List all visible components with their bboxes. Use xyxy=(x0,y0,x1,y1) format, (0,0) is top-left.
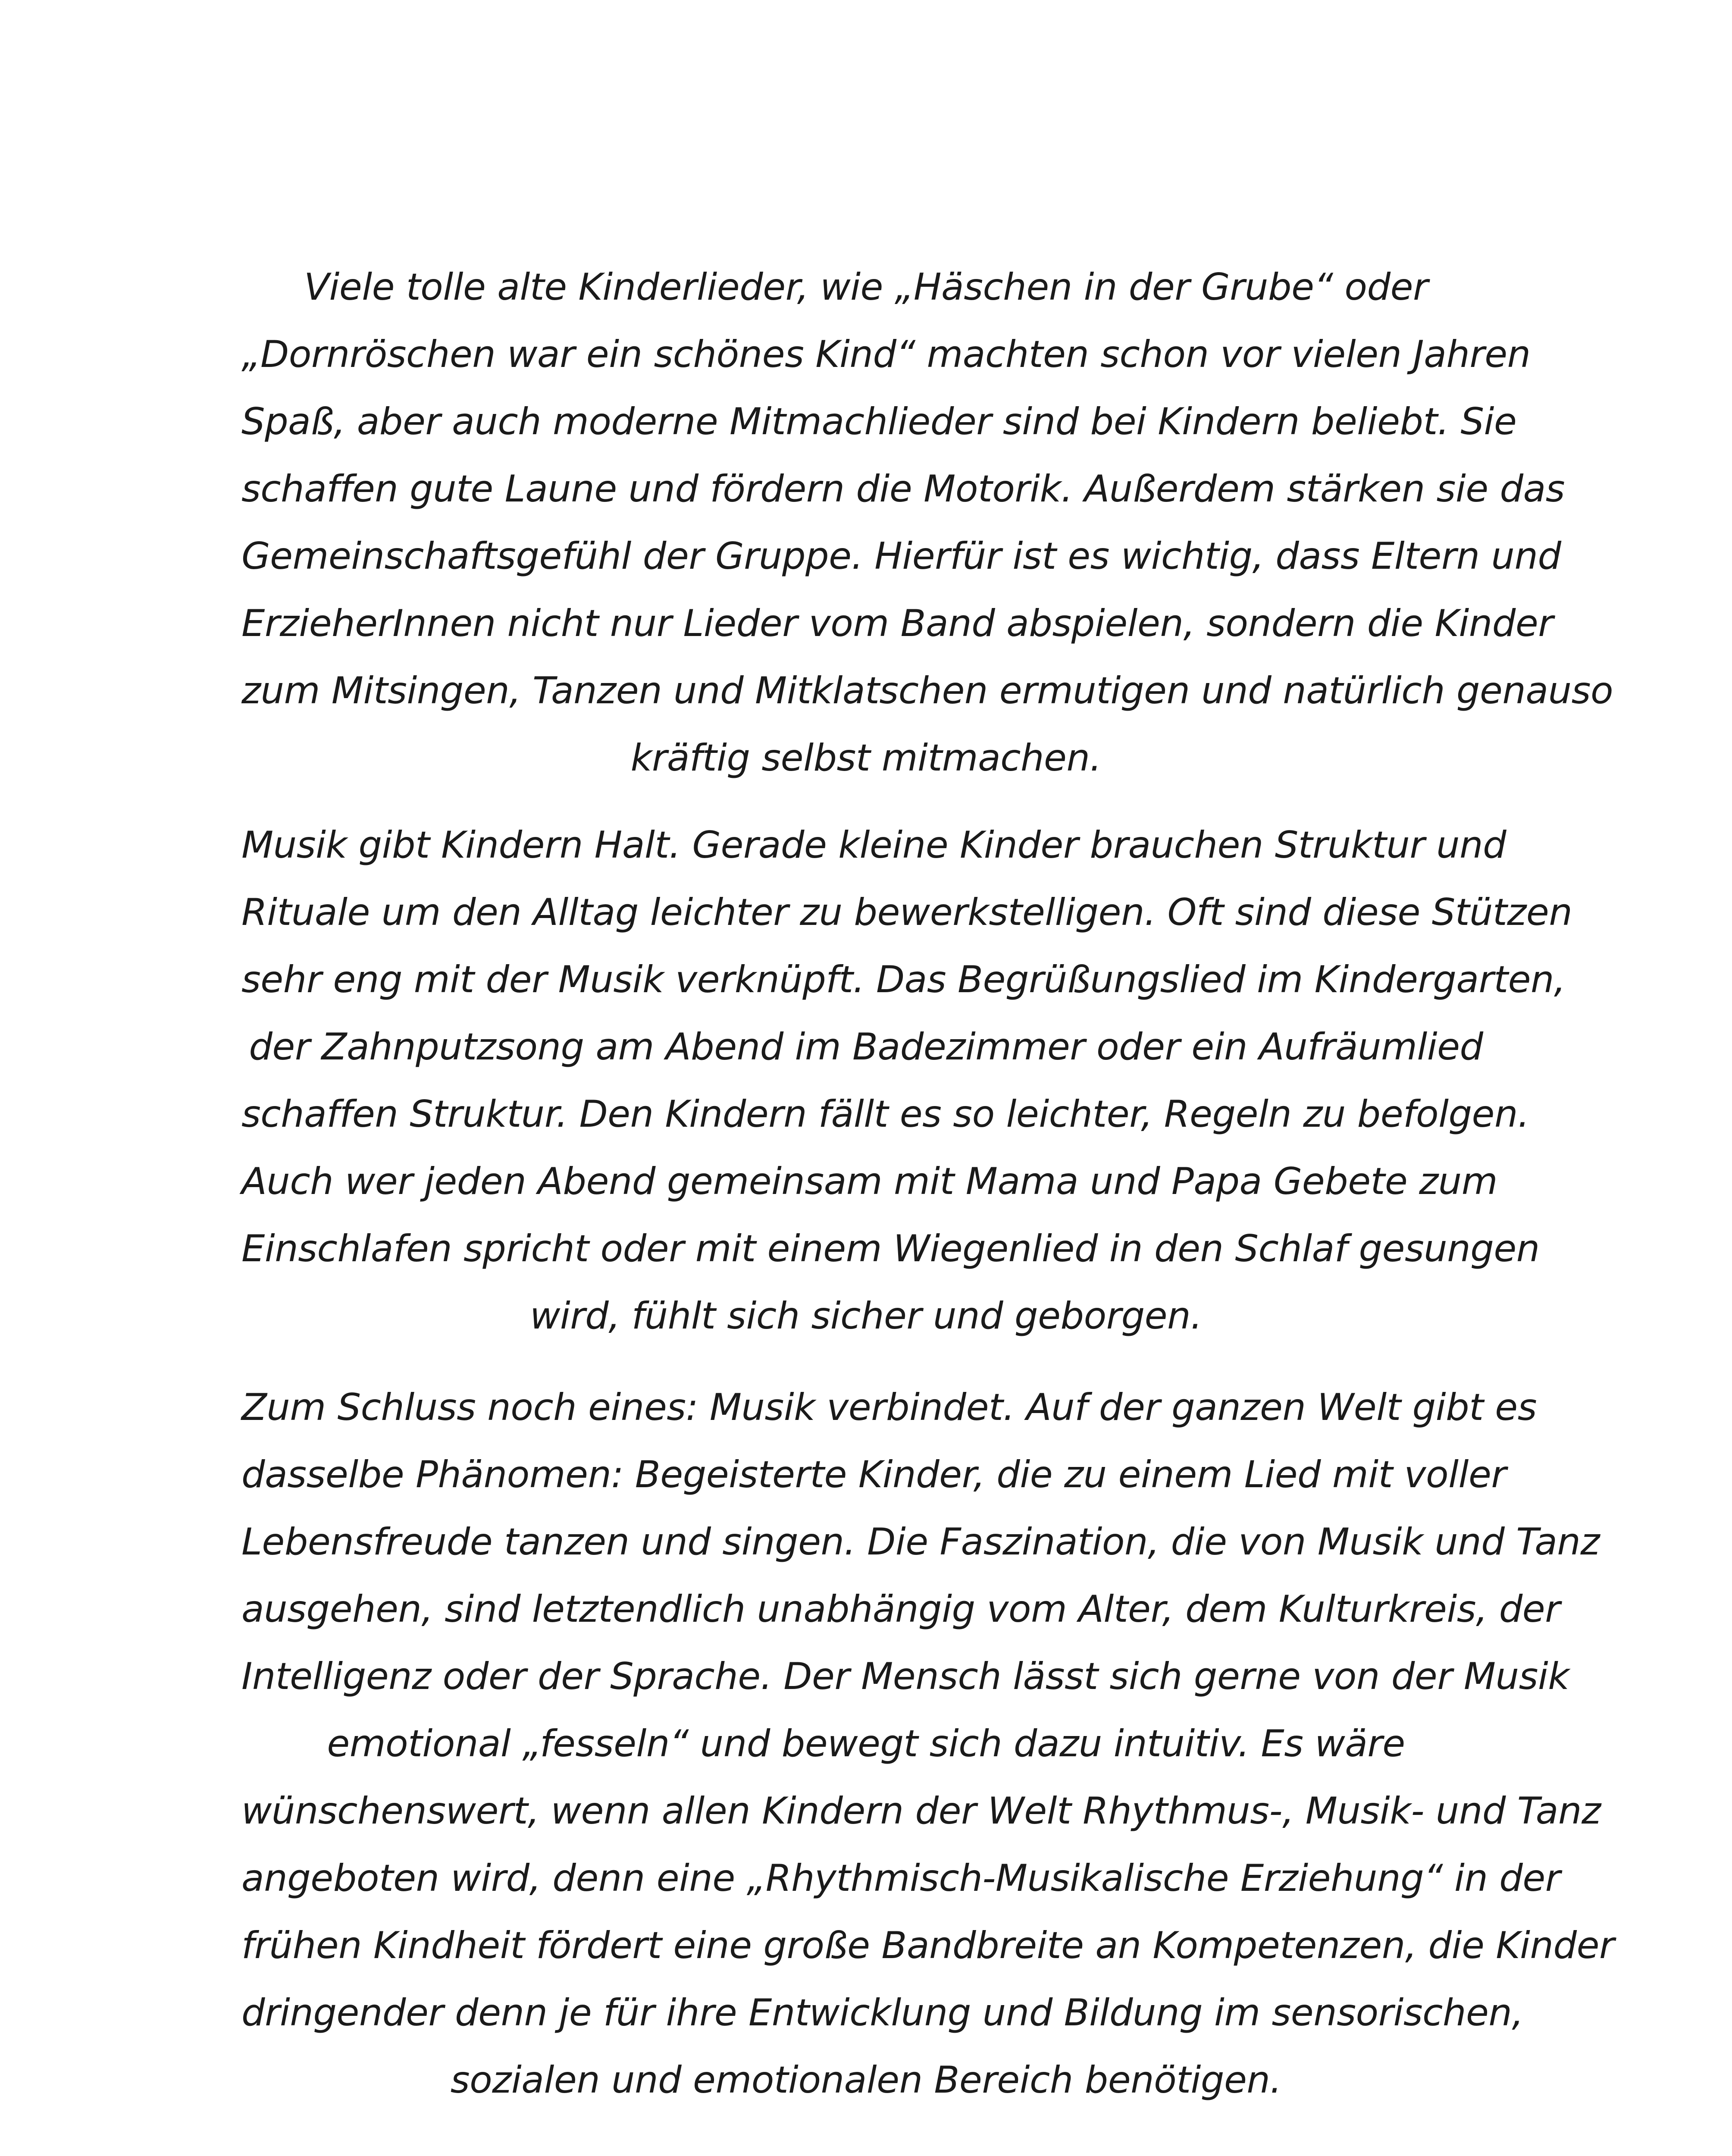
text-line: Auch wer jeden Abend gemeinsam mit Mama und Papa Gebete zum xyxy=(241,1160,1498,1203)
text-line: „Dornröschen war ein schönes Kind“ machten schon vor vielen Jahren xyxy=(241,333,1531,376)
text-line: schaffen Struktur. Den Kindern fällt es so leichter, Regeln zu befolgen. xyxy=(241,1093,1529,1136)
text-line: dasselbe Phänomen: Begeisterte Kinder, die zu einem Lied mit voller xyxy=(241,1453,1506,1496)
text-line: Zum Schluss noch eines: Musik verbindet. Auf der ganzen Welt gibt es xyxy=(241,1386,1537,1429)
text-line: ErzieherInnen nicht nur Lieder vom Band abspielen, sondern die Kinder xyxy=(241,602,1553,645)
text-line: Gemeinschaftsgefühl der Gruppe. Hierfür ist es wichtig, dass Eltern und xyxy=(241,535,1561,578)
paragraph-3 xyxy=(241,1374,1614,2114)
text-line: frühen Kindheit fördert eine große Bandbreite an Kompetenzen, die Kinder xyxy=(241,1924,1614,1967)
text-line: Viele tolle alte Kinderlieder, wie „Häschen in der Grube“ oder xyxy=(304,266,1428,309)
text-line: wünschenswert, wenn allen Kindern der Welt Rhythmus-, Musik- und Tanz xyxy=(241,1789,1601,1833)
text-line: kräftig selbst mitmachen. xyxy=(630,736,1102,780)
paragraph-1 xyxy=(241,254,1613,792)
text-line: emotional „fesseln“ und bewegt sich dazu intuitiv. Es wäre xyxy=(327,1722,1405,1765)
text-line: sozialen und emotionalen Bereich benötigen. xyxy=(450,2059,1282,2102)
text-line: der Zahnputzsong am Abend im Badezimmer oder ein Aufräumlied xyxy=(249,1025,1483,1069)
text-line: Lebensfreude tanzen und singen. Die Faszination, die von Musik und Tanz xyxy=(241,1520,1600,1564)
text-line: Intelligenz oder der Sprache. Der Mensch lässt sich gerne von der Musik xyxy=(241,1655,1569,1698)
text-line: Musik gibt Kindern Halt. Gerade kleine Kinder brauchen Struktur und xyxy=(241,824,1506,867)
text-line: wird, fühlt sich sicher und geborgen. xyxy=(530,1294,1202,1338)
paragraph-2 xyxy=(241,812,1572,1350)
text-line: dringender denn je für ihre Entwicklung und Bildung im sensorischen, xyxy=(241,1991,1524,2034)
text-line: sehr eng mit der Musik verknüpft. Das Begrüßungslied im Kindergarten, xyxy=(241,958,1566,1001)
text-line: Einschlafen spricht oder mit einem Wiegenlied in den Schlaf gesungen xyxy=(241,1227,1540,1270)
text-line: ausgehen, sind letztendlich unabhängig vom Alter, dem Kulturkreis, der xyxy=(241,1588,1560,1631)
text-line: angeboten wird, denn eine „Rhythmisch-Musikalische Erziehung“ in der xyxy=(241,1857,1560,1900)
text-line: Rituale um den Alltag leichter zu bewerkstelligen. Oft sind diese Stützen xyxy=(241,891,1572,934)
text-line: Spaß, aber auch moderne Mitmachlieder sind bei Kindern beliebt. Sie xyxy=(241,400,1517,443)
text-line: zum Mitsingen, Tanzen und Mitklatschen ermutigen und natürlich genauso xyxy=(241,669,1613,712)
text-line: schaffen gute Laune und fördern die Motorik. Außerdem stärken sie das xyxy=(241,467,1565,511)
